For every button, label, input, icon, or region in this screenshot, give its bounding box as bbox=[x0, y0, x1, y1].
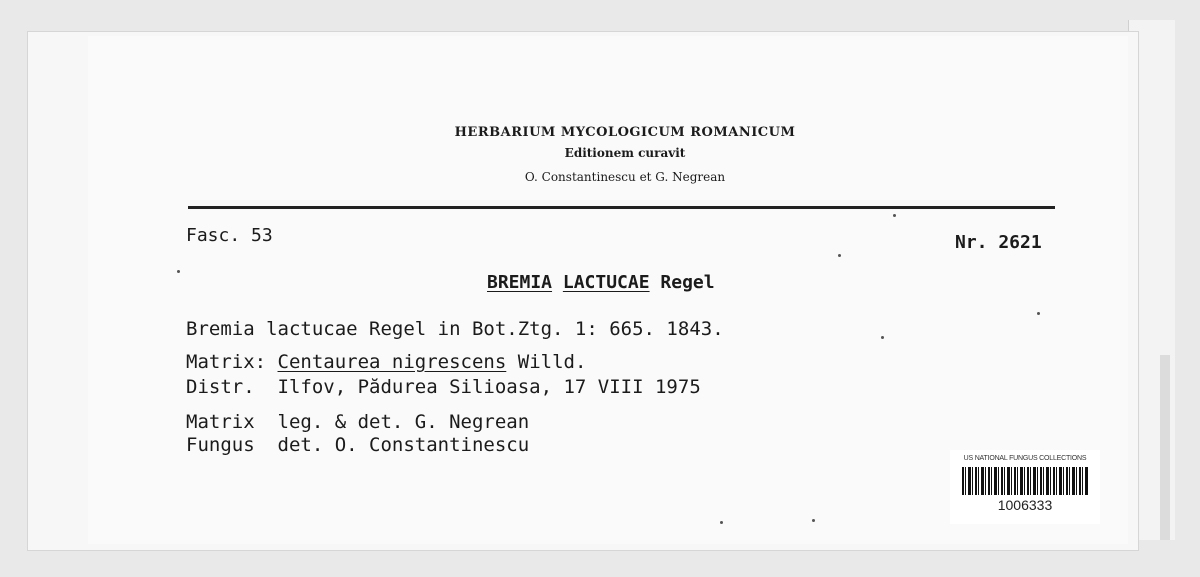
paper-speck bbox=[720, 521, 723, 524]
herbarium-editors: O. Constantinescu et G. Negrean bbox=[524, 170, 726, 184]
matrix-collector-line: Matrix leg. & det. G. Negrean bbox=[186, 411, 530, 433]
matrix-host-author: Willd. bbox=[517, 351, 587, 373]
paper-speck bbox=[177, 270, 180, 273]
specimen-number: Nr. 2621 bbox=[955, 232, 1042, 253]
species-epithet: LACTUCAE bbox=[562, 272, 650, 293]
barcode-icon bbox=[962, 467, 1088, 495]
paper-speck bbox=[881, 336, 884, 339]
herbarium-subtitle: Editionem curavit bbox=[564, 146, 686, 160]
barcode-label bbox=[950, 450, 1100, 524]
distribution-line: Distr. Ilfov, Pădurea Silioasa, 17 VIII 1975 bbox=[186, 376, 701, 398]
herbarium-title: HERBARIUM MYCOLOGICUM ROMANICUM bbox=[454, 125, 796, 140]
species-genus: BREMIA bbox=[487, 272, 553, 293]
barcode-caption: US NATIONAL FUNGUS COLLECTIONS bbox=[963, 455, 1087, 462]
label-header bbox=[300, 123, 950, 191]
fungus-determiner-line: Fungus det. O. Constantinescu bbox=[186, 434, 530, 456]
paper-speck bbox=[893, 214, 896, 217]
species-author: Regel bbox=[660, 272, 715, 293]
matrix-host: Centaurea nigrescens bbox=[277, 351, 507, 373]
sheet-shadow bbox=[1160, 355, 1170, 540]
paper-speck bbox=[838, 254, 841, 257]
barcode-number: 1006333 bbox=[997, 497, 1053, 513]
literature-reference: Bremia lactucae Regel in Bot.Ztg. 1: 665. 1843. bbox=[186, 318, 724, 340]
paper-speck bbox=[1037, 312, 1040, 315]
fascicle-number: Fasc. 53 bbox=[186, 225, 273, 246]
matrix-label: Matrix: bbox=[186, 351, 278, 373]
matrix-line bbox=[186, 351, 586, 373]
header-rule bbox=[188, 206, 1055, 209]
species-name bbox=[487, 272, 715, 293]
paper-speck bbox=[812, 519, 815, 522]
